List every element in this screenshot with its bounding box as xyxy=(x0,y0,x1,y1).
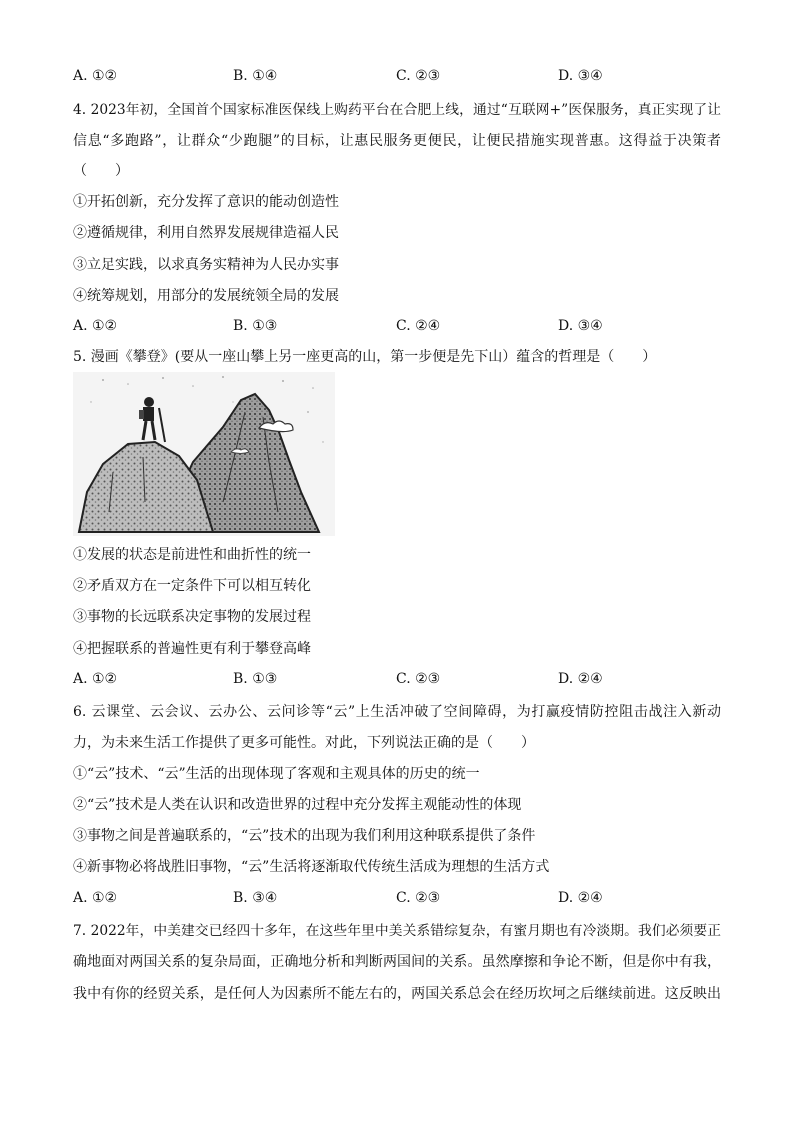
q4-stem-line-3: （ ） xyxy=(73,163,129,179)
q6-item-4: ④新事物必将战胜旧事物，“云”生活将逐渐取代传统生活成为理想的生活方式 xyxy=(73,859,550,875)
q4-option-a[interactable]: A. ①② xyxy=(73,318,118,334)
q6-stem-line-2: 力，为未来生活工作提供了更多可能性。对此，下列说法正确的是（ ） xyxy=(73,735,535,751)
q3-options xyxy=(73,66,733,86)
q6-option-a[interactable]: A. ①② xyxy=(73,890,118,906)
q6-option-d[interactable]: D. ②④ xyxy=(558,890,603,906)
q5-option-c[interactable]: C. ②③ xyxy=(396,671,441,687)
q7-stem-line-3: 我中有你的经贸关系，是任何人为因素所不能左右的，两国关系总会在经历坎坷之后继续前进。这反映出 xyxy=(73,986,721,1002)
q7-stem-line-2: 确地面对两国关系的复杂局面，正确地分析和判断两国间的关系。虽然摩擦和争论不断，但是你中有我， xyxy=(73,954,721,970)
q3-option-b[interactable]: B. ①④ xyxy=(233,68,278,84)
q6-option-b[interactable]: B. ③④ xyxy=(233,890,278,906)
q5-item-2: ②矛盾双方在一定条件下可以相互转化 xyxy=(73,578,311,594)
q6-item-3: ③事物之间是普遍联系的，“云”技术的出现为我们利用这种联系提供了条件 xyxy=(73,828,536,844)
q6-stem-line-1: 6. 云课堂、云会议、云办公、云问诊等“云”上生活冲破了空间障碍，为打赢疫情防控阻击战注入新动 xyxy=(73,704,721,720)
q4-options xyxy=(73,316,733,336)
q4-stem-line-2: 信息“多跑路”，让群众“少跑腿”的目标，让惠民服务更便民，让便民措施实现普惠。这得益于决策者 xyxy=(73,133,721,149)
q3-option-a[interactable]: A. ①② xyxy=(73,68,118,84)
q5-item-3: ③事物的长远联系决定事物的发展过程 xyxy=(73,609,311,625)
q6-option-c[interactable]: C. ②③ xyxy=(396,890,441,906)
q6-item-1: ①“云”技术、“云”生活的出现体现了客观和主观具体的历史的统一 xyxy=(73,766,480,782)
q4-item-2: ②遵循规律，利用自然界发展规律造福人民 xyxy=(73,225,339,241)
q6-options xyxy=(73,888,733,908)
q5-stem: 5. 漫画《攀登》(要从一座山攀上另一座更高的山，第一步便是先下山）蕴含的哲理是（ ） xyxy=(73,349,657,365)
cloud-small-shape xyxy=(231,449,249,454)
q3-option-d[interactable]: D. ③④ xyxy=(558,68,603,84)
q7-stem-line-1: 7. 2022年，中美建交已经四十多年，在这些年里中美关系错综复杂，有蜜月期也有冷淡期。我们必须要正 xyxy=(73,923,721,939)
q5-item-4: ④把握联系的普遍性更有利于攀登高峰 xyxy=(73,641,311,657)
q4-item-1: ①开拓创新，充分发挥了意识的能动创造性 xyxy=(73,194,339,210)
q5-option-a[interactable]: A. ①② xyxy=(73,671,118,687)
q5-option-d[interactable]: D. ②④ xyxy=(558,671,603,687)
q5-options xyxy=(73,669,733,689)
q4-option-b[interactable]: B. ①③ xyxy=(233,318,278,334)
q5-option-b[interactable]: B. ①③ xyxy=(233,671,278,687)
q4-item-4: ④统筹规划，用部分的发展统领全局的发展 xyxy=(73,288,339,304)
q5-item-1: ①发展的状态是前进性和曲折性的统一 xyxy=(73,547,311,563)
q4-option-d[interactable]: D. ③④ xyxy=(558,318,603,334)
q4-stem-line-1: 4. 2023年初，全国首个国家标准医保线上购药平台在合肥上线，通过“互联网+”医保服务，真正实现了让 xyxy=(73,102,721,118)
q4-item-3: ③立足实践，以求真务实精神为人民办实事 xyxy=(73,257,339,273)
q4-option-c[interactable]: C. ②④ xyxy=(396,318,441,334)
q3-option-c[interactable]: C. ②③ xyxy=(396,68,441,84)
q6-item-2: ②“云”技术是人类在认识和改造世界的过程中充分发挥主观能动性的体现 xyxy=(73,797,522,813)
climbing-cartoon-image xyxy=(73,372,335,536)
